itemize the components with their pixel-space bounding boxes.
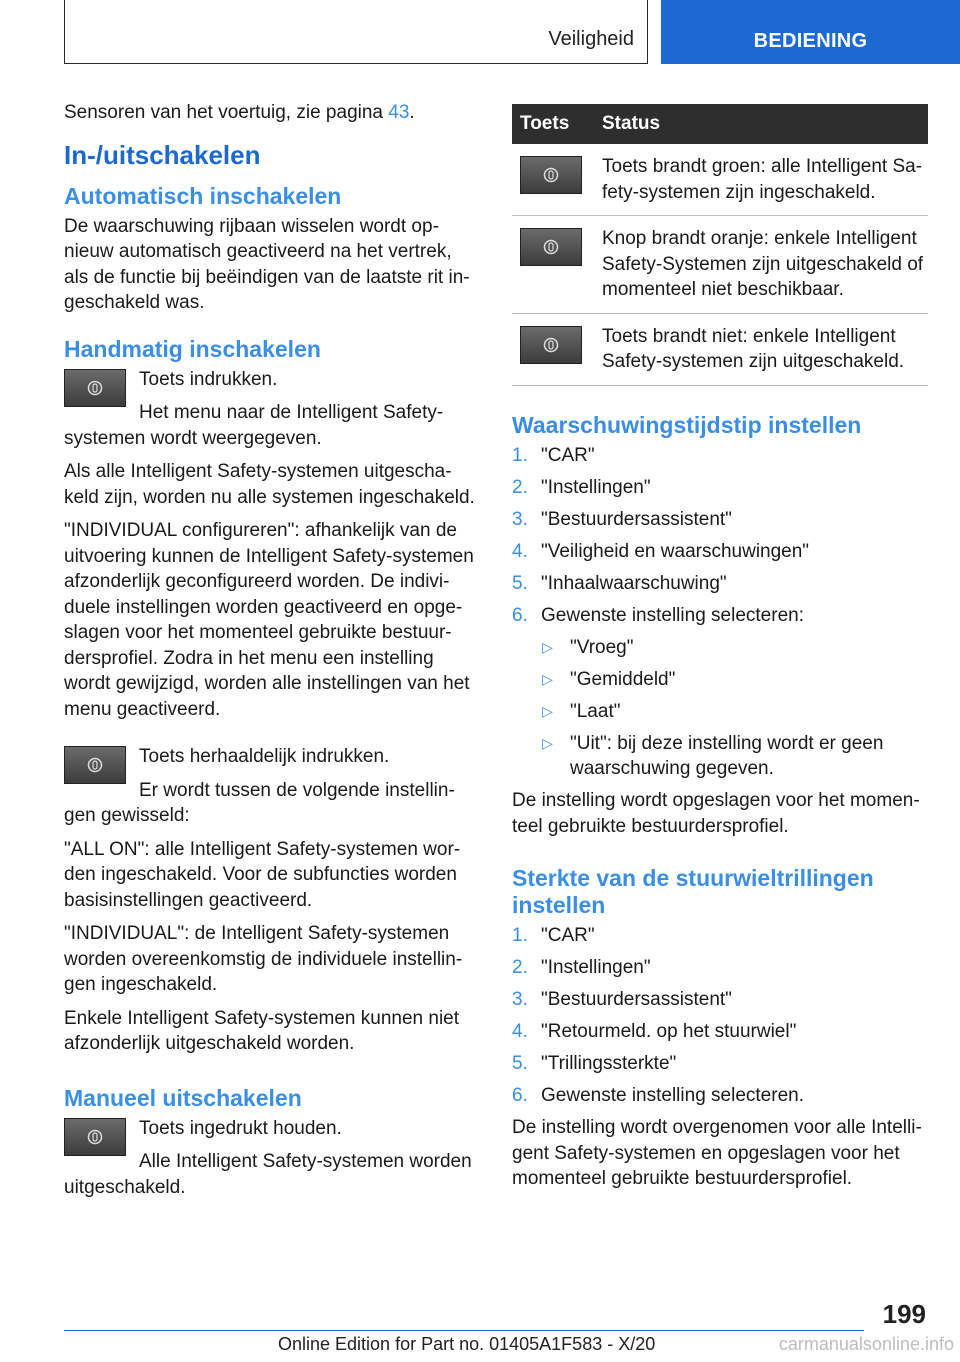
list-item <box>512 603 928 629</box>
intro-end: . <box>409 102 415 123</box>
vibration-note: De instelling wordt overgenomen voor alle Intelligent Safety-systemen en opgeslagen voor het momenteel gebruikte bestuurdersprofiel. <box>512 1117 922 1189</box>
manual-on-step2-detail: Er wordt tussen de volgende instellingen gewisseld: <box>64 779 455 826</box>
list-item <box>512 475 928 501</box>
footer-edition: Online Edition for Part no. 01405A1F583 - X/20 <box>278 1334 656 1354</box>
vibration-title: Sterkte van de stuurwieltrillingen instellen <box>512 865 874 918</box>
table-row <box>512 144 928 216</box>
list-item <box>512 1083 928 1109</box>
list-item <box>512 635 928 661</box>
option-text: "Laat" <box>570 700 621 722</box>
safety-button-icon <box>520 156 582 194</box>
step-text: "Retourmeld. op het stuurwiel" <box>541 1021 797 1042</box>
manual-off-step: Toets ingedrukt houden. <box>139 1117 342 1139</box>
step-number: 2. <box>512 476 528 498</box>
list-item <box>512 923 928 949</box>
step-number: 1. <box>512 925 528 946</box>
manual-off-detail: Alle Intelligent Safety-systemen worden uitgeschakeld. <box>64 1151 472 1198</box>
table-row <box>512 216 928 314</box>
table-header-status: Status <box>594 104 928 144</box>
triangle-bullet-icon: ▷ <box>542 670 553 687</box>
list-item <box>512 1051 928 1077</box>
manual-on-p5: Enkele Intelligent Safety-systemen kunnen niet afzonderlijk uitgeschakeld worden. <box>64 1007 460 1054</box>
vibration-steps <box>512 923 928 1109</box>
left-column <box>64 100 480 1208</box>
step-number: 4. <box>512 1021 528 1042</box>
timing-options <box>512 635 928 782</box>
step-number: 5. <box>512 1053 528 1074</box>
manual-on-p2: "INDIVIDUAL configureren": afhankelijk van de uitvoering kunnen de Intelligent Safety-systemen afzonderlijk geconfigureerd worden. De individuele instellingen worden geactiveerd en opgeslagen voor het momenteel gebruikte bestuurdersprofiel. Zodra in het menu een instelling wordt gewijzigd, worden alle instellingen van het menu geactiveerd. <box>64 520 474 720</box>
step-text: "CAR" <box>541 925 595 946</box>
step-number: 2. <box>512 957 528 978</box>
auto-on-title: Automatisch inschakelen <box>64 182 342 209</box>
step-text: "Trillingssterkte" <box>541 1053 677 1074</box>
step-text: "Inhaalwaarschuwing" <box>541 572 727 594</box>
safety-button-icon <box>520 326 582 364</box>
table-header-row <box>512 104 928 144</box>
section-title: In-/uitschakelen <box>64 139 261 170</box>
step-number: 4. <box>512 540 528 562</box>
safety-button-icon <box>64 369 126 407</box>
step-text: "Bestuurdersassistent" <box>541 508 732 530</box>
safety-button-icon <box>64 1118 126 1156</box>
table-cell-icon <box>512 313 594 385</box>
intro-paragraph <box>64 100 480 126</box>
timing-title: Waarschuwingstijdstip instellen <box>512 411 862 438</box>
header-section-title: Veiligheid <box>548 28 634 50</box>
step-text: "Bestuurdersassistent" <box>541 989 732 1010</box>
step-number: 3. <box>512 989 528 1010</box>
step-number: 3. <box>512 508 528 530</box>
table-header-button: Toets <box>512 104 594 144</box>
step-text: "CAR" <box>541 444 595 466</box>
list-item <box>512 731 928 782</box>
option-text: "Uit": bij deze instelling wordt er geen waarschuwing gegeven. <box>570 732 884 779</box>
table-cell-icon <box>512 144 594 216</box>
triangle-bullet-icon: ▷ <box>542 734 553 751</box>
list-item <box>512 955 928 981</box>
manual-on-p3: "ALL ON": alle Intelligent Safety-systemen worden ingeschakeld. Voor de subfuncties worden basisinstellingen geactiveerd. <box>64 838 461 911</box>
step-text: Gewenste instelling selecteren: <box>541 604 804 626</box>
list-item <box>512 699 928 725</box>
table-cell-status: Knop brandt oranje: enkele Intelligent Safety-Systemen zijn uitgeschakeld of momenteel niet beschikbaar. <box>594 216 928 314</box>
step-number: 5. <box>512 572 528 594</box>
auto-on-text: De waarschuwing rijbaan wisselen wordt opnieuw automatisch geactiveerd na het vertrek, als de functie bij beëindigen van de laatste rit ingeschakeld was. <box>64 215 470 313</box>
timing-steps <box>512 443 928 629</box>
manual-off-title: Manueel uitschakelen <box>64 1084 302 1111</box>
safety-button-icon <box>64 746 126 784</box>
list-item <box>512 667 928 693</box>
page-number: 199 <box>882 1299 926 1329</box>
table-cell-status: Toets brandt groen: alle Intelligent Safety-systemen zijn ingeschakeld. <box>594 144 928 216</box>
manual-on-step2: Toets herhaaldelijk indrukken. <box>139 746 390 767</box>
list-item <box>512 1019 928 1045</box>
manual-on-p4: "INDIVIDUAL": de Intelligent Safety-systemen worden overeenkomstig de individuele instellingen ingeschakeld. <box>64 923 463 995</box>
table-row <box>512 313 928 385</box>
list-item <box>512 987 928 1013</box>
triangle-bullet-icon: ▷ <box>542 638 553 655</box>
page-link[interactable]: 43 <box>388 102 410 123</box>
step-number: 6. <box>512 604 528 626</box>
step-text: "Instellingen" <box>541 476 651 498</box>
step-text: Gewenste instelling selecteren. <box>541 1085 804 1106</box>
chapter-tab[interactable]: BEDIENING <box>661 0 960 64</box>
list-item <box>512 443 928 469</box>
manual-on-title: Handmatig inschakelen <box>64 335 321 362</box>
footer-divider <box>64 1330 864 1331</box>
table-cell-status: Toets brandt niet: enkele Intelligent Safety-systemen zijn uitgeschakeld. <box>594 313 928 385</box>
safety-button-icon <box>520 228 582 266</box>
status-table <box>512 104 928 386</box>
option-text: "Vroeg" <box>570 636 634 658</box>
table-cell-icon <box>512 216 594 314</box>
option-text: "Gemiddeld" <box>570 668 676 690</box>
step-number: 1. <box>512 444 528 466</box>
step-text: "Instellingen" <box>541 957 651 978</box>
manual-on-step1-detail: Het menu naar de Intelligent Safety-systemen wordt weergegeven. <box>64 402 444 449</box>
step-number: 6. <box>512 1085 528 1106</box>
watermark: carmanualsonline.info <box>778 1334 954 1354</box>
list-item <box>512 571 928 597</box>
list-item <box>512 539 928 565</box>
timing-note: De instelling wordt opgeslagen voor het momenteel gebruikte bestuurdersprofiel. <box>512 790 920 837</box>
step-text: "Veiligheid en waarschuwingen" <box>541 540 810 562</box>
intro-text: Sensoren van het voertuig, zie pagina <box>64 102 389 123</box>
triangle-bullet-icon: ▷ <box>542 702 553 719</box>
list-item <box>512 507 928 533</box>
right-column <box>512 104 928 1200</box>
manual-on-step1: Toets indrukken. <box>139 368 278 390</box>
manual-on-p1: Als alle Intelligent Safety-systemen uitgeschakeld zijn, worden nu alle systemen ingeschakeld. <box>64 461 475 508</box>
